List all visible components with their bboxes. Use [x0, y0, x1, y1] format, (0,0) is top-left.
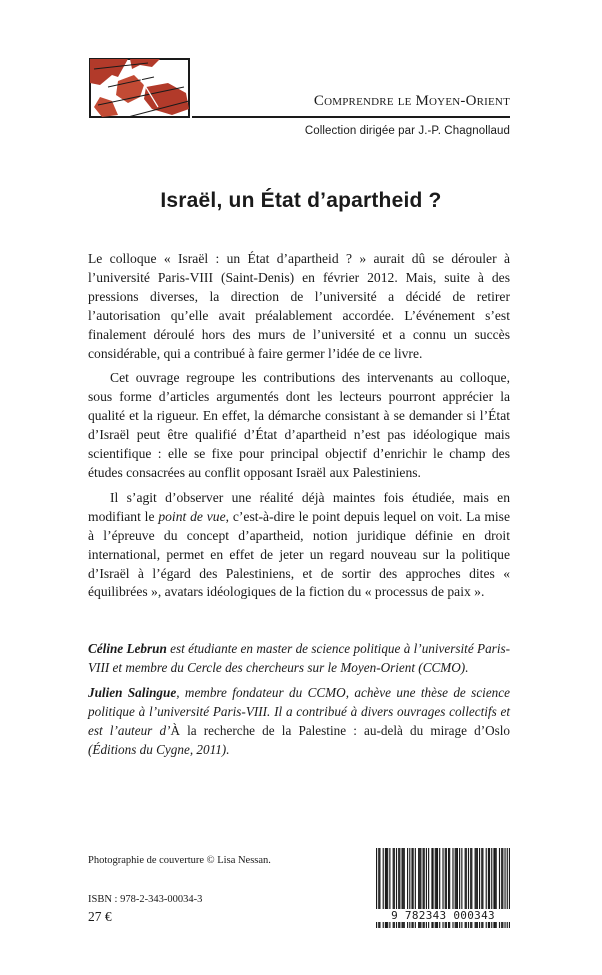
header-divider	[192, 116, 510, 118]
paragraph-3-emphasis: point de vue	[158, 508, 226, 524]
isbn: ISBN : 978-2-343-00034-3	[88, 894, 203, 905]
author-2-text: , membre fondateur du CCMO, achève une thèse de science politique à l’université Paris-VIII. Il a contribué à divers ouvrages collectifs et est l’auteur d’	[88, 684, 510, 738]
author-1-text: est étudiante en master de science politique à l’université Paris-VIII et membre du Cercle des chercheurs sur le Moyen-Orient (CCMO).	[88, 641, 511, 675]
book-title: Israël, un État d’apartheid ?	[160, 189, 442, 212]
collection-editor: Collection dirigée par J.-P. Chagnollaud	[304, 125, 510, 137]
author-2-book: À la recherche de la Palestine : au-delà du mirage d’Oslo	[170, 722, 510, 738]
blurb-paragraph-2: Cet ouvrage regroupe les contributions des intervenants au colloque, sous forme d’articles argumentés dont les lecteurs pourront apprécier la qualité et la rigueur. En effet, la démarche consistant à se demander si l’État d’Israël peut être qualifié d’État d’apartheid n’est pas idéologique mais scientifique : elle se fixe pour principal objectif d’enrichir le champ des études consacrées au conflit opposant Israël aux Palestiniens.	[88, 370, 510, 480]
back-cover-blurb	[88, 250, 510, 602]
blurb-paragraph-1: Le colloque « Israël : un État d’apartheid ? » aurait dû se dérouler à l’université Paris-VIII (Saint-Denis) en février 2012. Mais, suite à des pressions diverses, la direction de l’université a décidé de retirer l’autorisation qu’elle avait préalablement accordée. L’événement s’est finalement déroulé hors des murs de l’université et a connu un succès considérable, qui a contribué à faire germer l’idée de ce livre.	[88, 251, 510, 361]
author-bio-1	[88, 640, 510, 678]
barcode-digits: 9 782343 000343	[376, 909, 510, 922]
paragraph-3-after: , c’est-à-dire le point depuis lequel on voit. La mise à l’épreuve du concept d’apartheid, notion juridique définie en droit international, permet en effet de jeter un regard nouveau sur la politique d’Israël à l’égard des Palestiniens, et de sortir des approches dites « équilibrées », avatars idéologiques de la fiction du « processus de paix ».	[88, 508, 511, 600]
photo-credit: Photographie de couverture © Lisa Nessan.	[88, 855, 271, 866]
blurb-paragraph-3	[88, 489, 510, 602]
author-2-name: Julien Salingue	[88, 684, 177, 700]
price: 27 €	[88, 909, 112, 924]
publisher-logo-map	[88, 57, 191, 119]
series-name: Comprendre le Moyen-Orient	[313, 93, 510, 109]
paragraph-3-before: Il s’agit d’observer une réalité déjà maintes fois étudiée, mais en modifiant le	[88, 489, 510, 524]
author-bios	[88, 640, 510, 759]
author-1-name: Céline Lebrun	[88, 641, 167, 656]
author-bio-2	[88, 684, 510, 760]
author-2-end: (Éditions du Cygne, 2011).	[88, 741, 230, 757]
